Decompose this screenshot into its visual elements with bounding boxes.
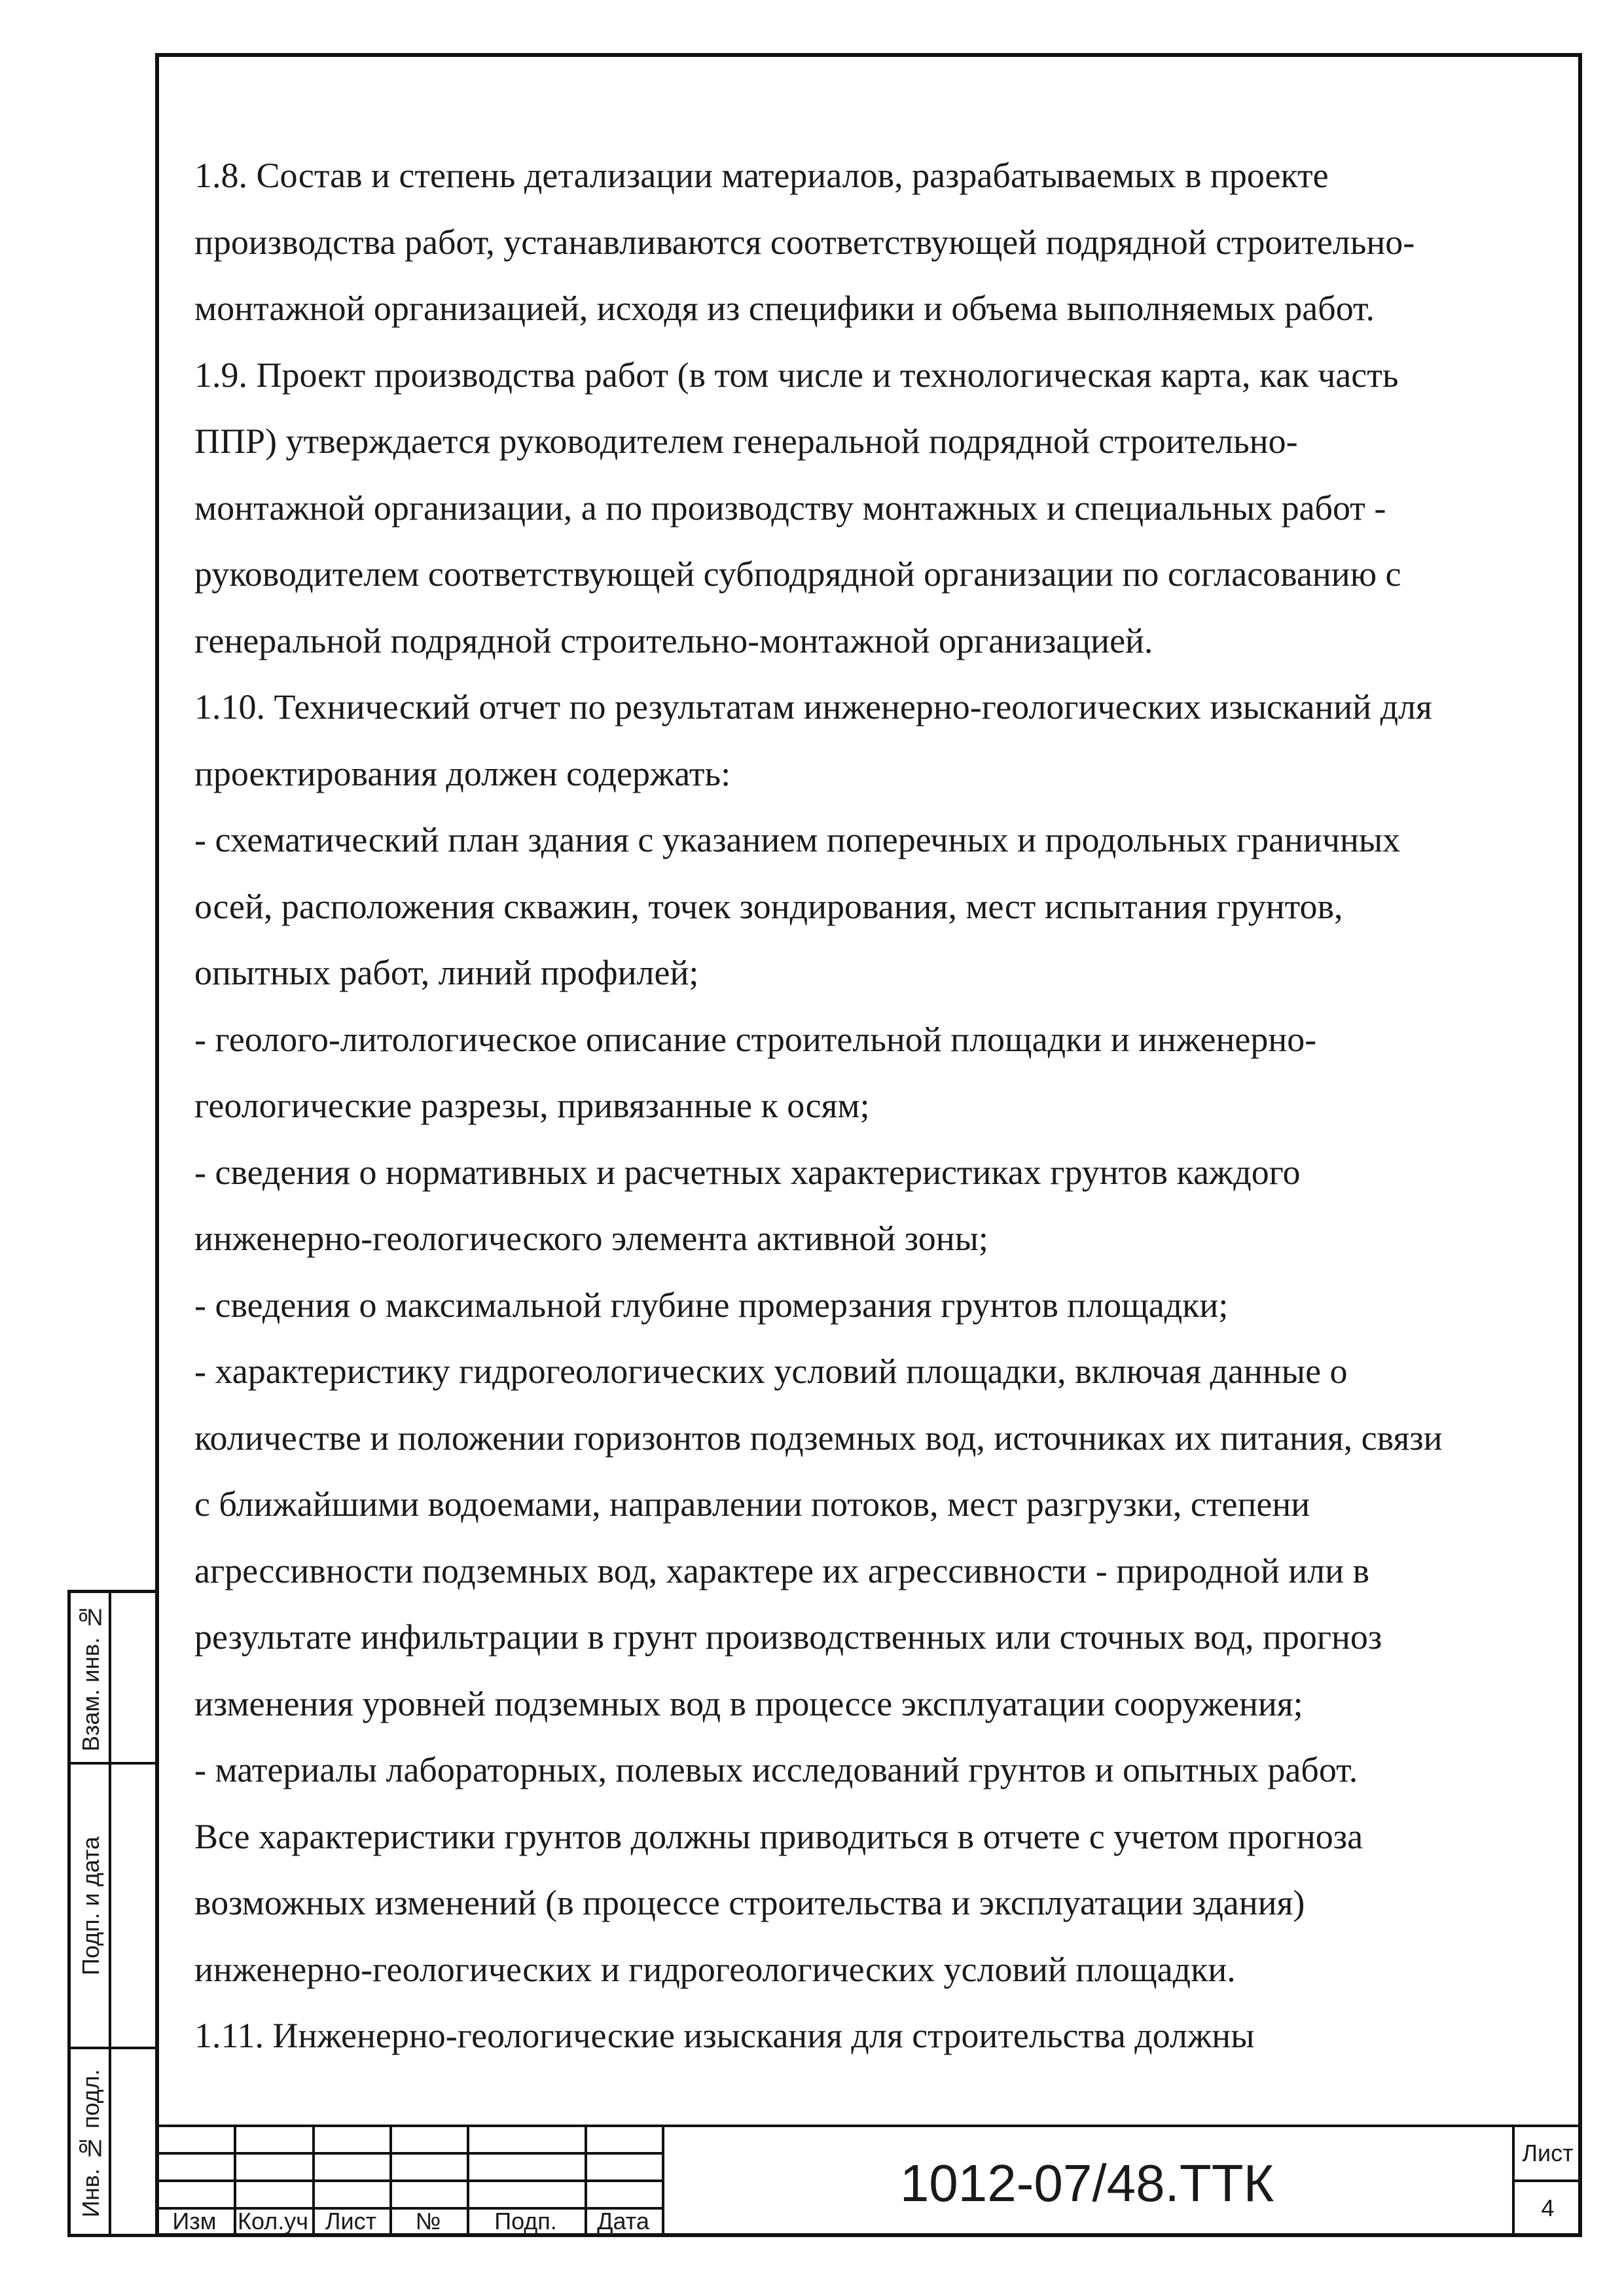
document-code: 1012-07/48.ТТК [899, 2154, 1274, 2212]
stamp-kol-uch: Кол.уч [238, 2208, 308, 2234]
stamp-izm: Изм [172, 2208, 217, 2234]
text-line: опытных работ, линий профилей; [194, 953, 699, 992]
side-strip [67, 1590, 155, 2237]
text-line: геологические разрезы, привязанные к осям; [194, 1086, 870, 1125]
text-line: - сведения о максимальной глубине промерзания грунтов площадки; [194, 1285, 1229, 1325]
text-line: количестве и положении горизонтов подземных вод, источниках их питания, связи [194, 1418, 1443, 1458]
stamp-data: Дата [597, 2208, 649, 2234]
text-line: - геолого-литологическое описание строительной площадки и инженерно- [194, 1019, 1317, 1059]
text-line: - схематический план здания с указанием поперечных и продольных граничных [194, 820, 1401, 859]
text-line: монтажной организации, а по производству монтажных и специальных работ - [194, 488, 1386, 528]
title-block [155, 2125, 1582, 2237]
text-line: изменения уровней подземных вод в процессе эксплуатации сооружения; [194, 1683, 1303, 1723]
text-line: возможных изменений (в процессе строительства и эксплуатации здания) [194, 1883, 1305, 1922]
text-line: 1.8. Состав и степень детализации материалов, разрабатываемых в проекте [194, 156, 1329, 195]
inv-podl-label: Инв. № подл. [77, 2069, 104, 2217]
text-line: производства работ, устанавливаются соответствующей подрядной строительно- [194, 222, 1415, 262]
vzam-inv-label: Взам. инв. № [77, 1604, 104, 1751]
text-line: - сведения о нормативных и расчетных характеристиках грунтов каждого [194, 1152, 1301, 1192]
sheet-number: 4 [1541, 2195, 1555, 2221]
text-line: ППР) утверждается руководителем генеральной подрядной строительно- [194, 422, 1298, 461]
text-line: инженерно-геологического элемента активной зоны; [194, 1219, 988, 1258]
text-line: монтажной организацией, исходя из специфики и объема выполняемых работ. [194, 289, 1375, 328]
text-line: - характеристику гидрогеологических условий площадки, включая данные о [194, 1352, 1348, 1391]
stamp-num: № [415, 2208, 441, 2234]
text-line: руководителем соответствующей субподрядной организации по согласованию с [194, 554, 1401, 594]
text-line: с ближайшими водоемами, направлении потоков, мест разгрузки, степени [194, 1484, 1310, 1524]
text-line: 1.9. Проект производства работ (в том числе и технологическая карта, как часть [194, 355, 1399, 395]
text-line: осей, расположения скважин, точек зондирования, мест испытания грунтов, [194, 886, 1343, 926]
podp-data-label: Подп. и дата [77, 1836, 104, 1975]
text-line: проектирования должен содержать: [194, 753, 731, 793]
stamp-podp: Подп. [494, 2208, 557, 2234]
text-line: инженерно-геологических и гидрогеологических условий площадки. [194, 1949, 1236, 1989]
text-line: - материалы лабораторных, полевых исследований грунтов и опытных работ. [194, 1750, 1358, 1789]
stamp-top-line [155, 2125, 1582, 2127]
text-line: агрессивности подземных вод, характере их агрессивности - природной или в [194, 1551, 1370, 1590]
sheet-label: Лист [1522, 2140, 1574, 2166]
stamp-list: Лист [325, 2208, 377, 2234]
text-line: 1.10. Технический отчет по результатам инженерно-геологических изысканий для [194, 687, 1432, 726]
text-line: генеральной подрядной строительно-монтажной организацией. [194, 620, 1153, 660]
text-line: результате инфильтрации в грунт производственных или сточных вод, прогноз [194, 1617, 1382, 1657]
text-line: 1.11. Инженерно-геологические изыскания для строительства должны [194, 2016, 1255, 2055]
document-body [194, 143, 1562, 2070]
text-line: Все характеристики грунтов должны приводиться в отчете с учетом прогноза [194, 1816, 1363, 1856]
